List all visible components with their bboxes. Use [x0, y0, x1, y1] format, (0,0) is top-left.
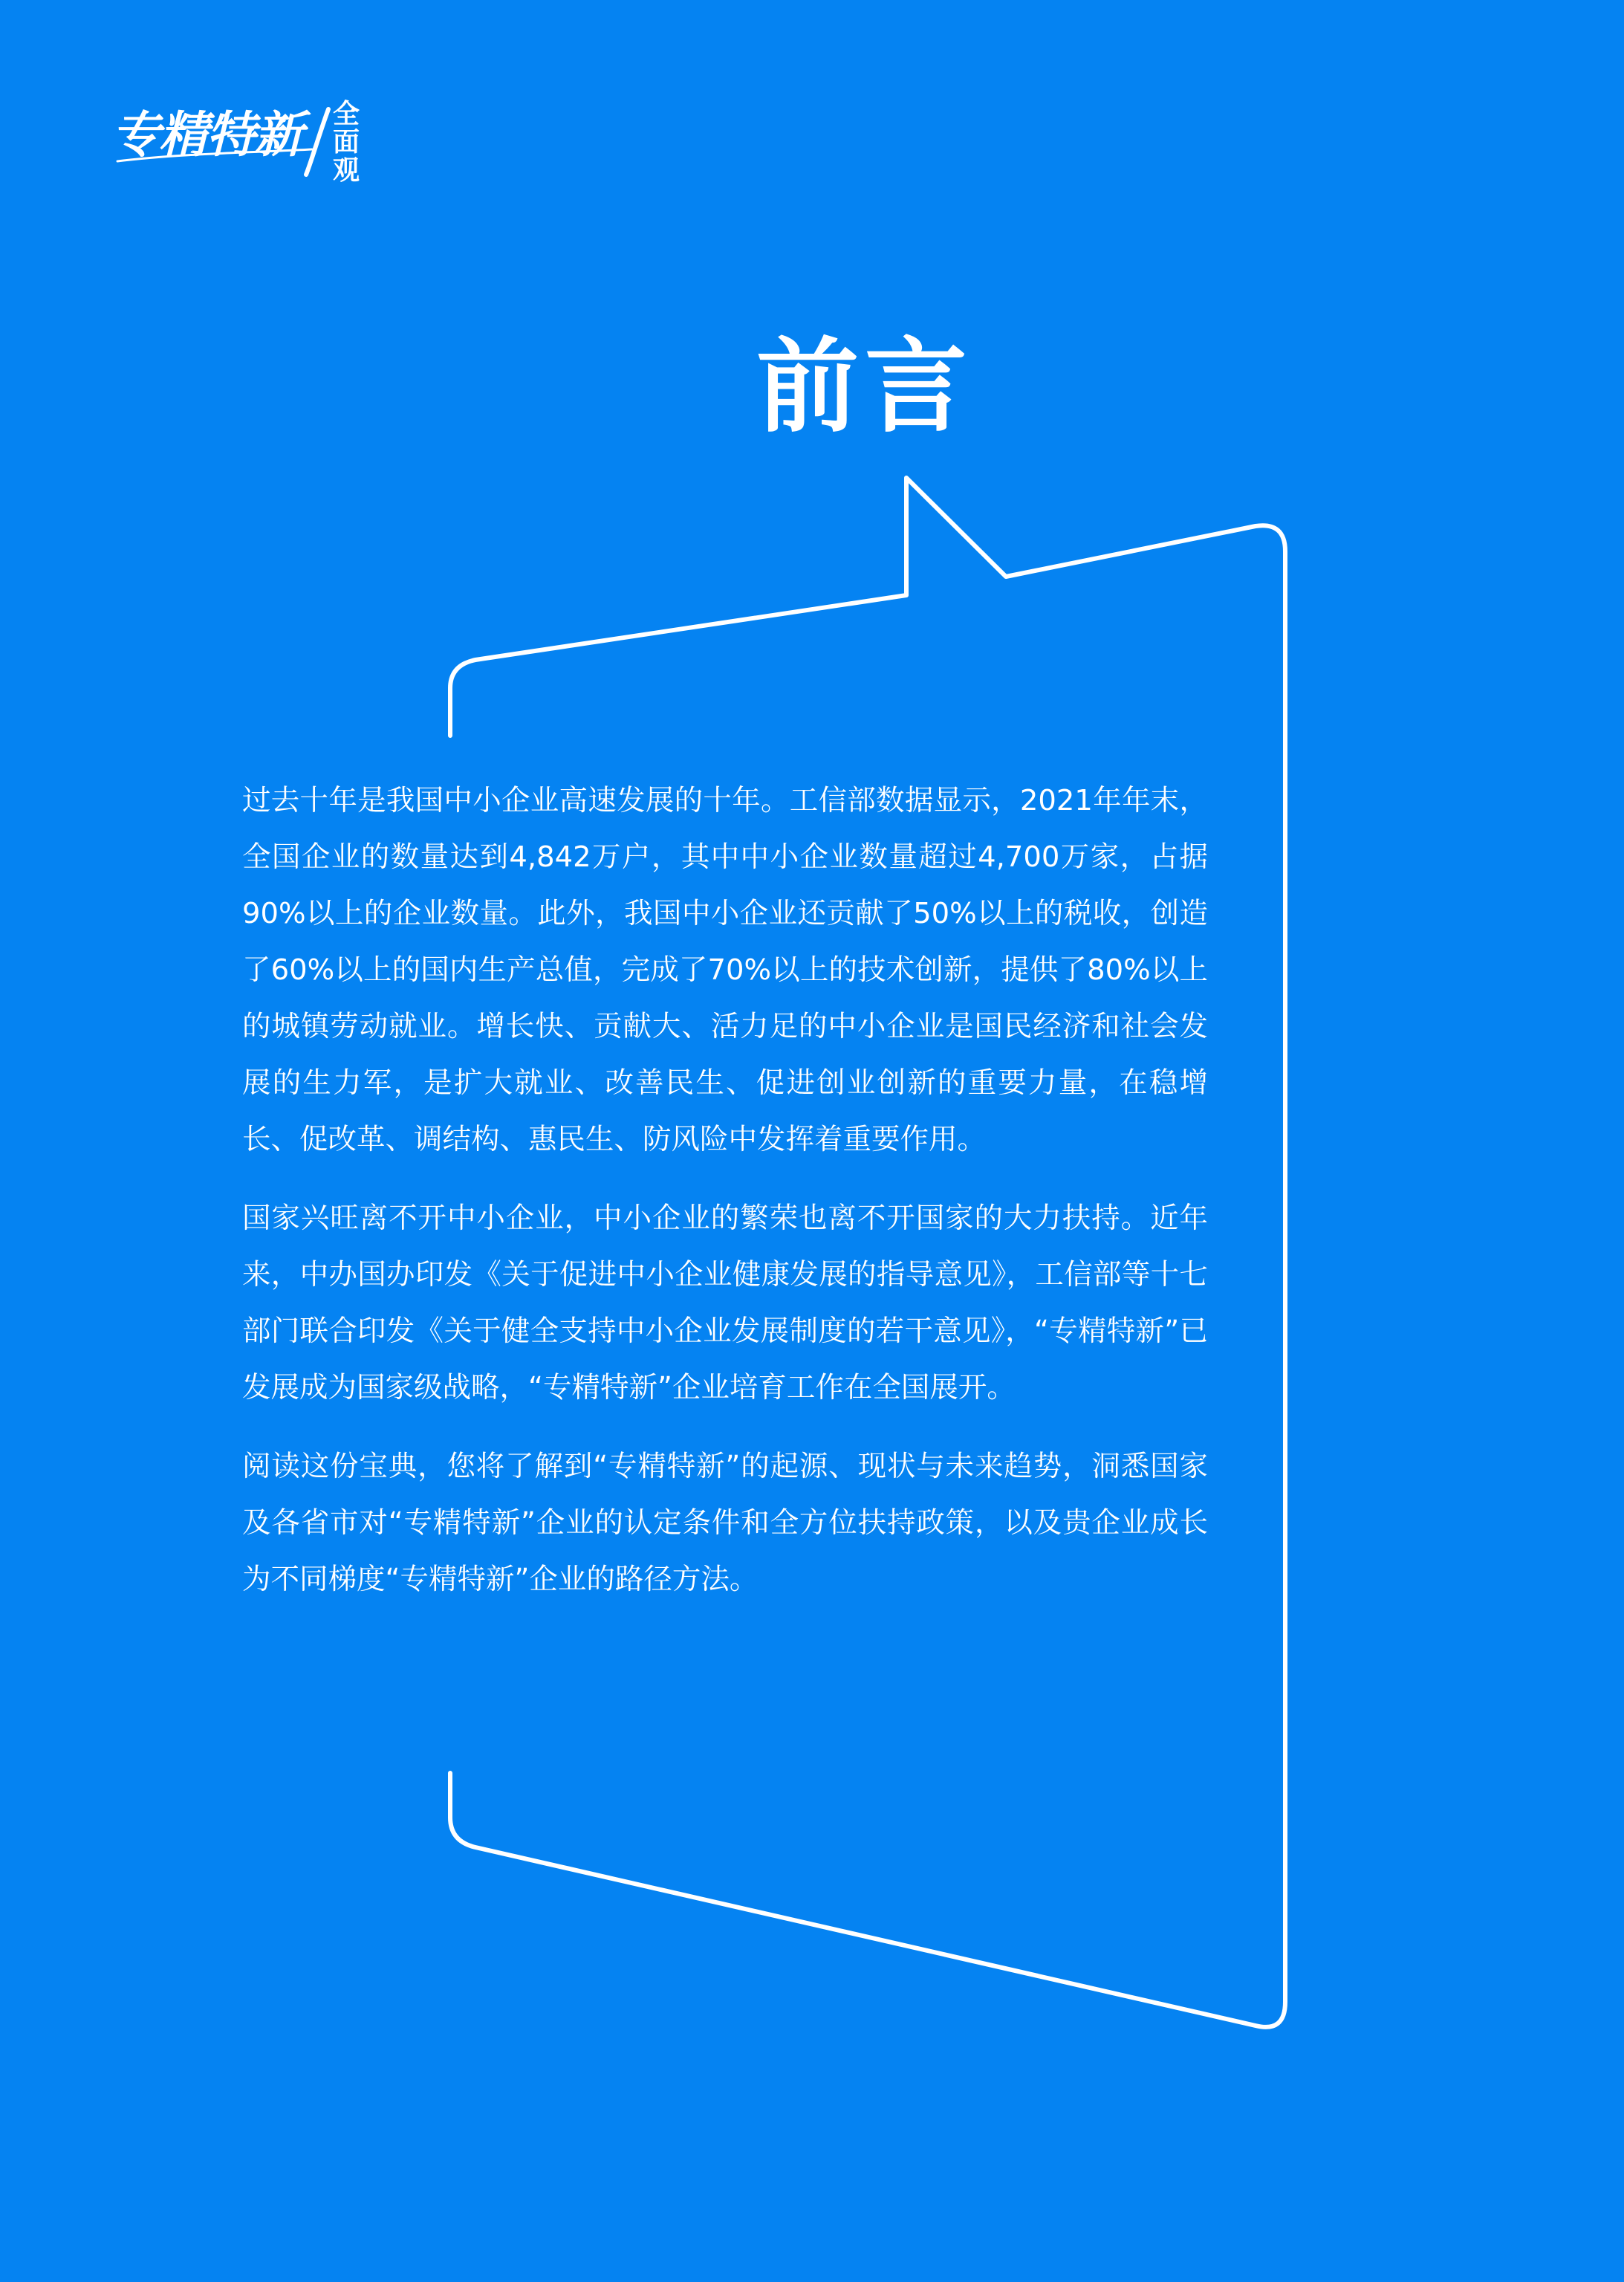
preface-paragraph: 阅读这份宝典，您将了解到“专精特新”的起源、现状与未来趋势，洞悉国家及各省市对“专精特新”企业的认定条件和全方位扶持政策，以及贵企业成长为不同梯度“专精特新”企业的路径方法。	[242, 1450, 1208, 1596]
logo-side-char: 全	[332, 99, 360, 129]
page-title-text: 前言	[756, 327, 973, 447]
logo-side-char: 观	[332, 155, 360, 186]
logo-side-char: 面	[332, 127, 360, 158]
preface-paragraph: 过去十年是我国中小企业高速发展的十年。工信部数据显示，2021年年末，全国企业的数量达到4,842万户，其中中小企业数量超过4,700万家，占据90%以上的企业数量。此外，我国中小企业还贡献了50%以上的税收，创造了60%以上的国内生产总值，完成了70%以上的技术创新，提供了80%以上的城镇劳动就业。增长快、贡献大、活力足的中小企业是国民经济和社会发展的生力军，是扩大就业、改善民生、促进创业创新的重要力量，在稳增长、促改革、调结构、惠民生、防风险中发挥着重要作用。	[242, 784, 1208, 1156]
logo-main-text: 专精特新	[111, 106, 302, 163]
preface-body	[242, 773, 1208, 1630]
preface-paragraph: 国家兴旺离不开中小企业，中小企业的繁荣也离不开国家的大力扶持。近年来，中办国办印发《关于促进中小企业健康发展的指导意见》，工信部等十七部门联合印发《关于健全支持中小企业发展制度的若干意见》，“专精特新”已发展成为国家级战略，“专精特新”企业培育工作在全国展开。	[242, 1202, 1208, 1404]
